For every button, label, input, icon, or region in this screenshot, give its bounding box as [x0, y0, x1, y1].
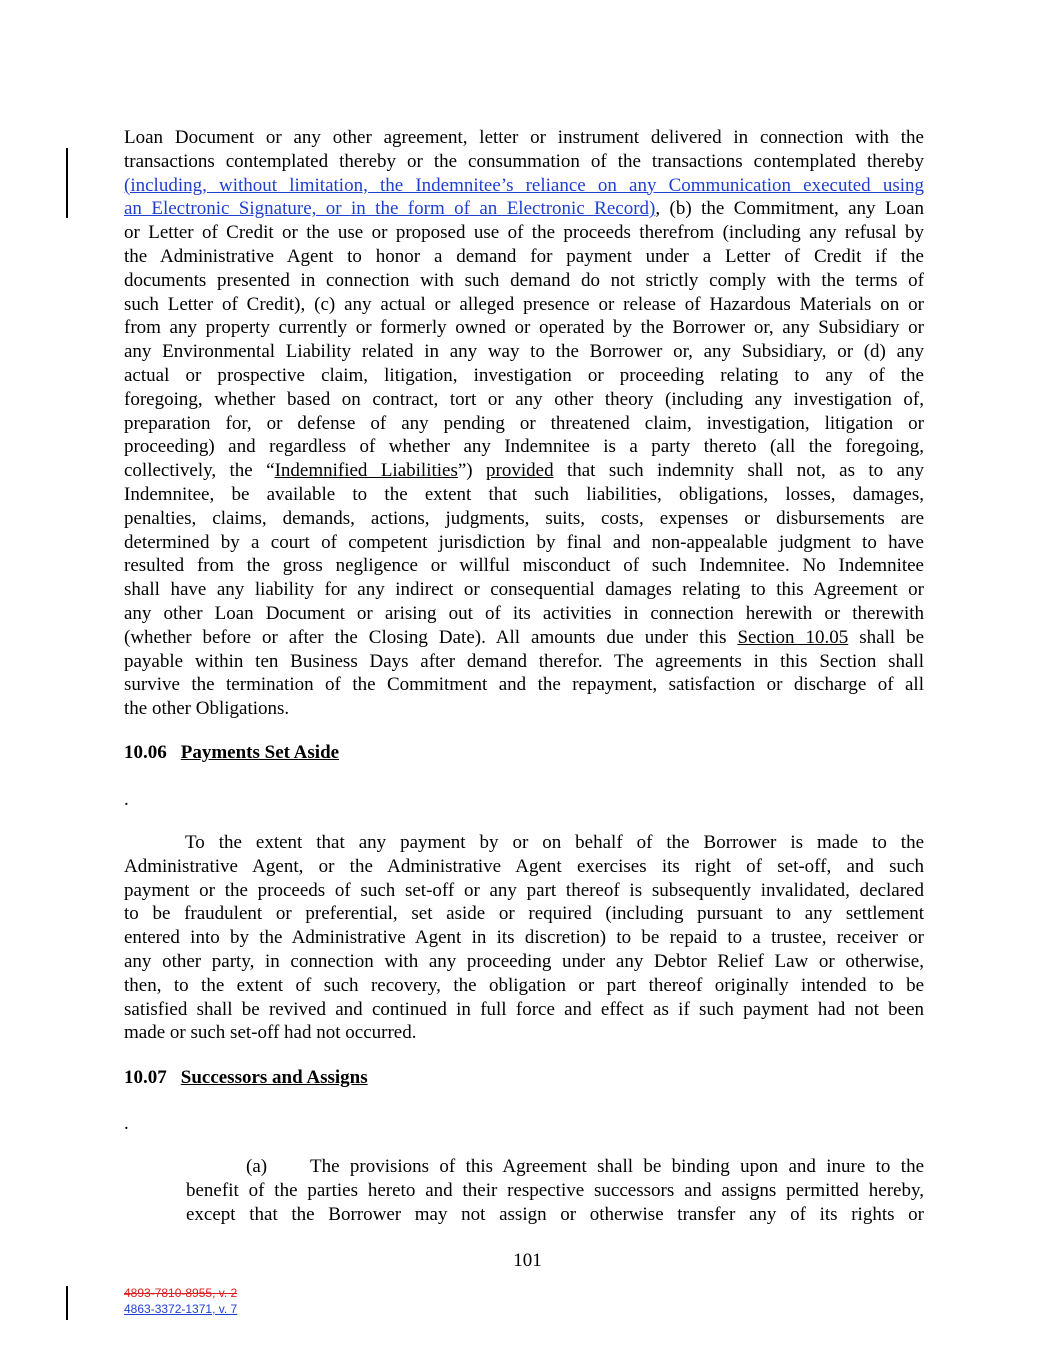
section-heading-1006 [124, 741, 339, 765]
text-line: any Environmental Liability related in any way to the Borrower or, any Subsidiary, or (d) any [124, 341, 924, 363]
proviso-term: provided [486, 460, 554, 482]
change-bar [66, 148, 68, 218]
text-line: or Letter of Credit or the use or proposed use of the proceeds therefrom (including any refusal by [124, 222, 924, 244]
inserted-text: (including, without limitation, the Indemnitee’s reliance on any Communication executed using [124, 174, 924, 196]
text-line: determined by a court of competent jurisdiction by final and non-appealable judgment to have [124, 531, 924, 553]
text-line: Loan Document or any other agreement, letter or instrument delivered in connection with the [124, 127, 924, 148]
section-number: 10.06 [124, 742, 167, 763]
section-title: Successors and Assigns [180, 1067, 368, 1088]
text-segment: (whether before or after the Closing Date). All amounts due under this [124, 626, 738, 648]
text-line: benefit of the parties hereto and their respective successors and assigns permitted hereby, [186, 1179, 924, 1201]
text-line: such Letter of Credit), (c) any actual or alleged presence or release of Hazardous Materials on or [124, 293, 924, 315]
text-line: any other party, in connection with any proceeding under any Debtor Relief Law or otherwise, [124, 950, 924, 972]
text-segment: collectively, the “ [124, 460, 275, 482]
text-line: penalties, claims, demands, actions, judgments, suits, costs, expenses or disbursements are [124, 507, 924, 529]
text-line: actual or prospective claim, litigation, investigation or proceeding relating to any of the [124, 364, 924, 386]
text-line [124, 459, 924, 483]
paragraph-payments-set-aside [124, 831, 924, 1045]
text-segment: ”) [457, 460, 473, 482]
page-number: 101 [513, 1250, 542, 1271]
paragraph-successors-a [186, 1155, 924, 1226]
text-line: Indemnitee, be available to the extent that such liabilities, obligations, losses, damages, [124, 483, 924, 505]
text-line: the other Obligations. [124, 698, 290, 720]
section-reference: Section 10.05 [737, 626, 849, 648]
text-line: Administrative Agent, or the Administrative Agent exercises its right of set-off, and such [124, 855, 924, 877]
text-line: documents presented in connection with such demand do not strictly comply with the terms of [124, 269, 924, 291]
text-line: payment or the proceeds of such set-off or any part thereof is subsequently invalidated, declared [124, 879, 924, 901]
text-line: resulted from the gross negligence or willful misconduct of such Indemnitee. No Indemnitee [124, 555, 924, 577]
text-line: foregoing, whether based on contract, tort or any other theory (including any investigation of, [124, 388, 924, 410]
inserted-text: an Electronic Signature, or in the form of an Electronic Record) [124, 198, 656, 220]
text-line: any other Loan Document or arising out of its activities in connection herewith or therewith [124, 602, 924, 624]
text-line [124, 626, 924, 650]
text-line [124, 197, 924, 221]
section-title: Payments Set Aside [180, 742, 340, 763]
text-line: then, to the extent of such recovery, the obligation or part thereof originally intended to be [124, 974, 924, 996]
text-segment: shall be [848, 626, 924, 648]
text-line: made or such set-off had not occurred. [124, 1022, 417, 1044]
doc-id-inserted: 4863-3372-1371, v. 7 [124, 1302, 238, 1316]
text-line: To the extent that any payment by or on behalf of the Borrower is made to the [185, 832, 924, 853]
section-dot: . [124, 1113, 129, 1134]
text-segment: , (b) the Commitment, any Loan [655, 198, 925, 220]
text-line: entered into by the Administrative Agent in its discretion) to be repaid to a trustee, receiver or [124, 927, 924, 949]
text-line: satisfied shall be revived and continued in full force and effect as if such payment had not been [124, 998, 924, 1020]
clause-label: (a) [246, 1156, 268, 1177]
text-line: from any property currently or formerly owned or operated by the Borrower or, any Subsidiary or [124, 317, 924, 339]
text-line [124, 174, 924, 198]
text-line: proceeding) and regardless of whether any Indemnitee is a party thereto (all the foregoing, [124, 436, 924, 458]
doc-id-deleted: 4893-7810-8955, v. 2 [124, 1286, 238, 1300]
text-line: survive the termination of the Commitment and the repayment, satisfaction or discharge of all [124, 674, 924, 696]
text-line: to be fraudulent or preferential, set aside or required (including pursuant to any settlement [124, 903, 924, 925]
change-bar-footer [66, 1286, 68, 1320]
paragraph-indemnification-continued [124, 126, 924, 721]
defined-term: Indemnified Liabilities [274, 460, 458, 482]
text-line: the Administrative Agent to honor a demand for payment under a Letter of Credit if the [124, 245, 924, 267]
text-line: except that the Borrower may not assign or otherwise transfer any of its rights or [186, 1203, 924, 1225]
text-line: shall have any liability for any indirect or consequential damages relating to this Agreement or [124, 579, 924, 601]
text-line: transactions contemplated thereby or the consummation of the transactions contemplated thereby [124, 150, 924, 172]
text-segment: The provisions of this Agreement shall be binding upon and inure to the [310, 1156, 924, 1177]
text-line [186, 1155, 924, 1179]
text-line: preparation for, or defense of any pending or threatened claim, investigation, litigation or [124, 412, 924, 434]
text-segment: that such indemnity shall not, as to any [553, 460, 925, 482]
section-heading-1007 [124, 1066, 368, 1090]
section-number: 10.07 [124, 1067, 167, 1088]
text-line: payable within ten Business Days after demand therefor. The agreements in this Section shall [124, 650, 924, 672]
section-dot: . [124, 789, 129, 810]
